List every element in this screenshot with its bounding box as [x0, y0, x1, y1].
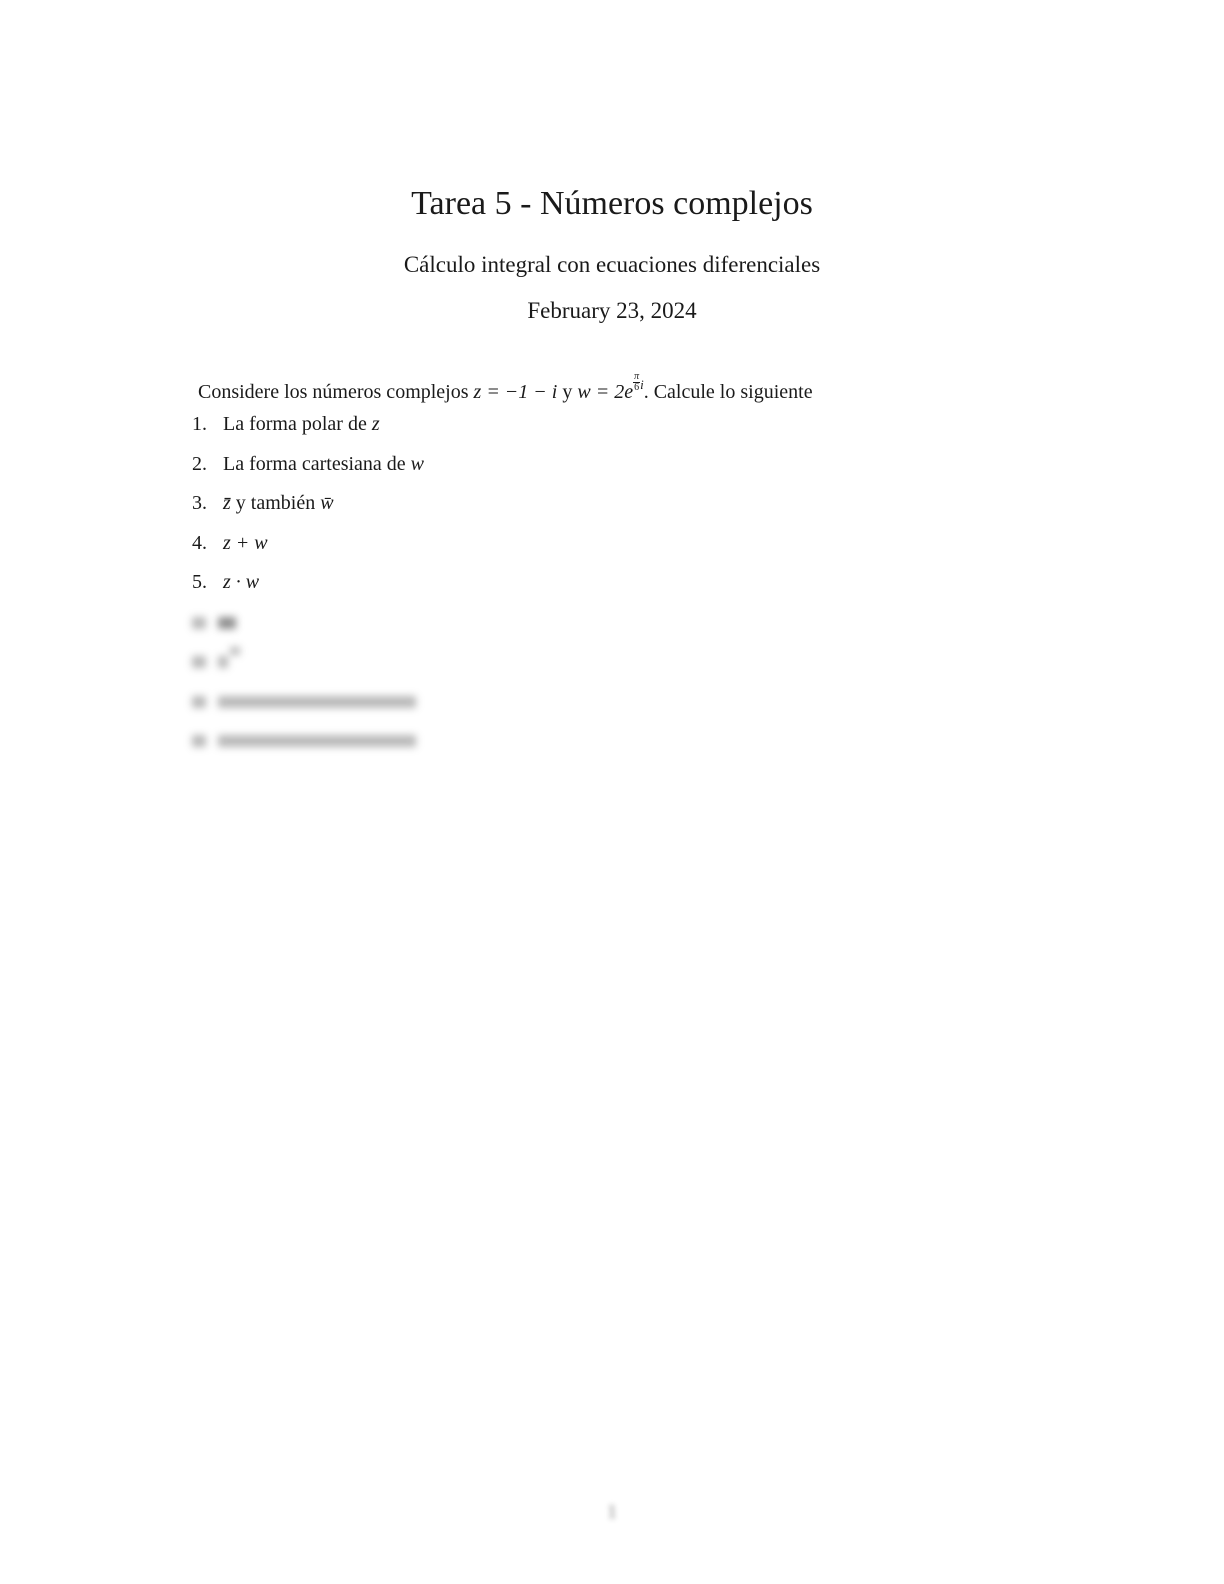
item-math: z + w [223, 531, 268, 554]
w-definition [577, 371, 644, 403]
redacted-list-item [192, 647, 424, 687]
redacted-list-item [192, 687, 424, 727]
w-exponent-i: i [640, 377, 644, 392]
document-date: February 23, 2024 [527, 298, 697, 323]
redacted-content [218, 656, 228, 668]
redacted-exponent [230, 647, 240, 655]
item-math: z [371, 413, 380, 435]
redacted-number [192, 656, 206, 668]
document-title: Tarea 5 - Números complejos [411, 185, 813, 222]
intro-suffix: . Calcule lo siguiente [643, 381, 813, 403]
redacted-content [218, 735, 416, 747]
document-subtitle: Cálculo integral con ecuaciones diferenciales [403, 252, 821, 277]
w-definition-lhs: w = 2e [577, 381, 634, 403]
item-number: 4. [192, 531, 207, 554]
list-item [192, 410, 424, 450]
intro-prefix: Considere los números complejos [198, 381, 469, 403]
list-item [192, 450, 424, 490]
w-exponent-numerator: π [634, 371, 640, 382]
item-number: 2. [192, 452, 207, 475]
redacted-number [192, 735, 206, 747]
redacted-list-item [192, 608, 424, 648]
redacted-content [218, 696, 416, 708]
page-number: 1 [607, 1501, 617, 1523]
exercise-list [192, 410, 424, 766]
item-number: 5. [192, 571, 207, 593]
intro-conjunction: y [562, 381, 573, 403]
list-item [192, 489, 424, 529]
item-number: 1. [192, 413, 207, 435]
list-item [192, 529, 424, 569]
item-math-z-conjugate: z̄ [223, 492, 231, 514]
redacted-content [218, 617, 236, 629]
redacted-number [192, 696, 206, 708]
item-text: La forma polar de [223, 413, 367, 435]
z-definition: z = −1 − i [473, 381, 558, 403]
item-number: 3. [192, 492, 207, 514]
item-math-w-conjugate: w̄ [320, 492, 334, 514]
item-text: La forma cartesiana de [223, 452, 406, 475]
item-math: z · w [223, 571, 260, 593]
problem-statement [198, 371, 813, 406]
redacted-list-item [192, 726, 424, 766]
item-text: y también [235, 492, 316, 514]
redacted-number [192, 617, 206, 629]
list-item [192, 568, 424, 608]
w-exponent-denominator: 6 [634, 382, 640, 393]
item-math: w [410, 452, 425, 475]
